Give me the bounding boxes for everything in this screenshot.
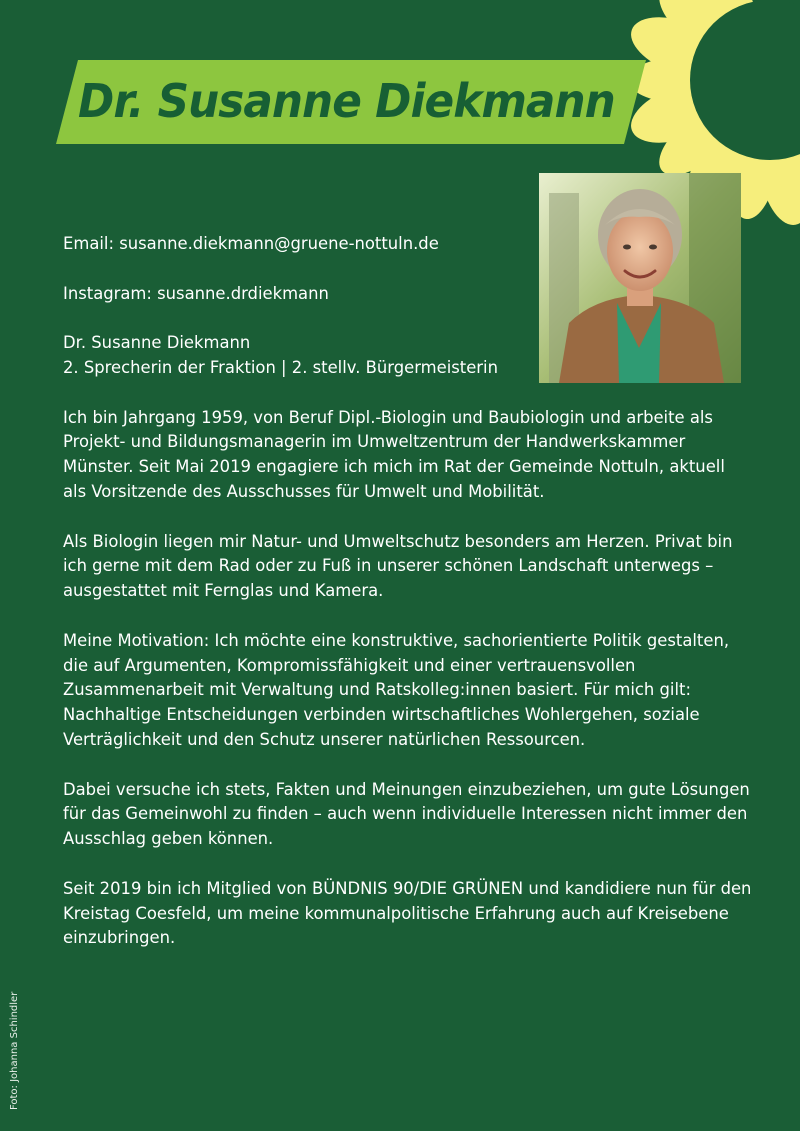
instagram-line: Instagram: susanne.drdiekmann [63,283,329,303]
bio-paragraph-1: Ich bin Jahrgang 1959, von Beruf Dipl.-Biologin und Baubiologin und arbeite als Projekt- und Bildungsmanagerin im Umweltzentrum der Handwerkskammer Münster. Seit Mai 2019 engagiere ich mich im Rat der Gemeinde Nottuln, aktuell als Vorsitzende des Ausschusses für Umwelt und Mobilität. [63,407,725,501]
role-position: 2. Sprecherin der Fraktion | 2. stellv. Bürgermeisterin [63,357,498,377]
content-body [63,232,753,951]
bio-paragraph-2: Als Biologin liegen mir Natur- und Umweltschutz besonders am Herzen. Privat bin ich gerne mit dem Rad oder zu Fuß in unserer schönen Landschaft unterwegs – ausgestattet mit Fernglas und Kamera. [63,531,733,601]
photo-credit: Foto: Johanna Schindler [9,991,20,1110]
role-name: Dr. Susanne Diekmann [63,333,251,353]
contact-block [63,232,533,381]
page-title: Dr. Susanne Diekmann [78,74,615,128]
bio-paragraph-5: Seit 2019 bin ich Mitglied von BÜNDNIS 90/DIE GRÜNEN und kandidiere nun für den Kreistag Coesfeld, um meine kommunalpolitische Erfahrung auch auf Kreisebene einzubringen. [63,878,752,948]
email-line: Email: susanne.diekmann@gruene-nottuln.de [63,234,439,253]
bio-paragraph-3: Meine Motivation: Ich möchte eine konstruktive, sachorientierte Politik gestalten, die auf Argumenten, Kompromissfähigkeit und einer vertrauensvollen Zusammenarbeit mit Verwaltung und Ratskolleg:innen basiert. Für mich gilt: Nachhaltige Entscheidungen verbinden wirtschaftliches Wohlergehen, soziale Verträglichkeit und den Schutz unserer natürlichen Ressourcen. [63,630,730,749]
bio-paragraph-4: Dabei versuche ich stets, Fakten und Meinungen einzubeziehen, um gute Lösungen für das Gemeinwohl zu finden – auch wenn individuelle Interessen nicht immer den Ausschlag geben können. [63,779,750,849]
